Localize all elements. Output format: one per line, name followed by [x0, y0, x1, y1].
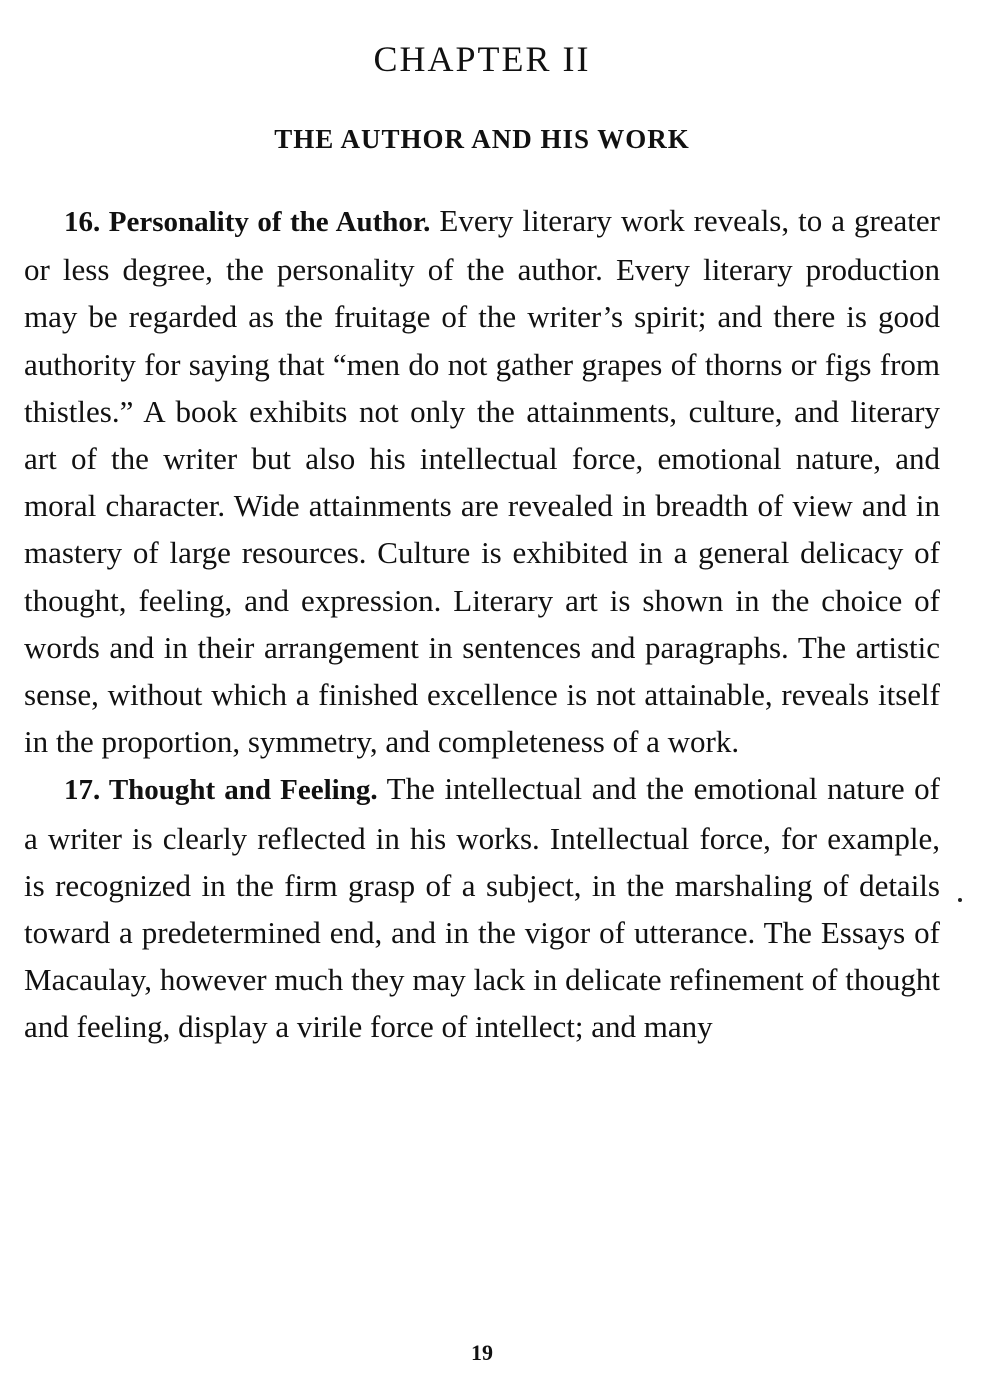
body-text — [24, 197, 940, 1051]
stray-ink-mark — [958, 898, 962, 902]
book-page — [24, 0, 940, 1399]
section-16-heading: 16. Personality of the Author. — [64, 206, 431, 238]
section-17-paragraph — [24, 765, 940, 1050]
section-16-text: Every literary work reveals, to a greater or less degree, the personality of the author. Every literary production may be regarded as the fruitage of the writer’s spirit; and there is good authority for saying that “men do not gather grapes of thorns or figs from thistles.” A book exhibits not only the attainments, culture, and literary art of the writer but also his intellectual force, emotional nature, and moral character. Wide attainments are revealed in breadth of view and in mastery of large resources. Culture is exhibited in a general delicacy of thought, feeling, and expression. Literary art is shown in the choice of words and in their arrangement in sentences and paragraphs. The artistic sense, without which a finished excellence is not attainable, reveals itself in the proportion, symmetry, and completeness of a work. — [24, 203, 941, 760]
page-number: 19 — [471, 1340, 493, 1365]
section-16-paragraph — [24, 197, 940, 765]
section-17-heading: 17. Thought and Feeling. — [64, 774, 378, 807]
section-17-text: The intellectual and the emotional nature of a writer is clearly reflected in his works. Intellectual force, for example, is recognized in the firm grasp of a subject, in the marshaling of details toward a predetermined end, and in the vigor of utterance. The Essays of Macaulay, however much they may lack in delicate refinement of thought and feeling, display a virile force of intellect; and many — [24, 771, 940, 1045]
chapter-title: THE AUTHOR AND HIS WORK — [274, 124, 690, 154]
chapter-label: CHAPTER II — [373, 39, 591, 79]
